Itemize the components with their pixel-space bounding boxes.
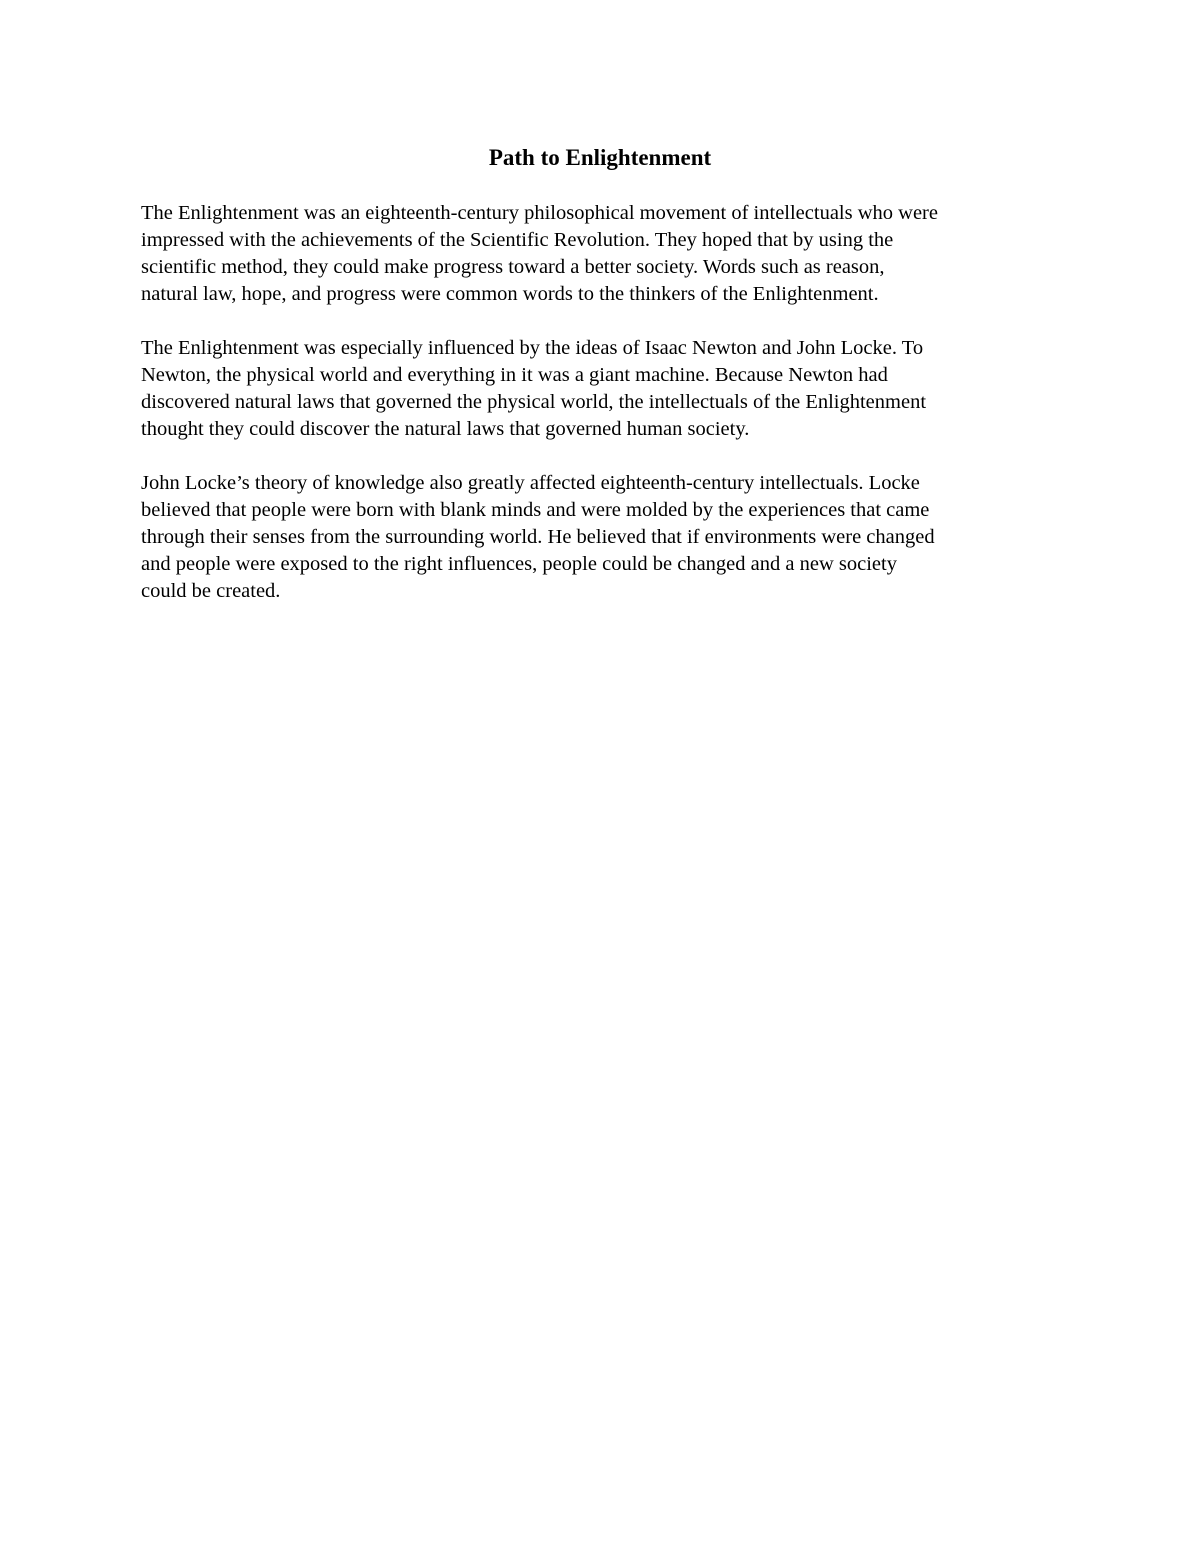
paragraph-line: thought they could discover the natural laws that governed human society. — [141, 418, 750, 440]
paragraph-2 — [141, 335, 1066, 443]
paragraph-line: scientific method, they could make progress toward a better society. Words such as reason, — [141, 256, 885, 278]
paragraph-line: John Locke’s theory of knowledge also greatly affected eighteenth-century intellectuals. Locke — [141, 472, 920, 494]
paragraph-line: The Enlightenment was an eighteenth-century philosophical movement of intellectuals who were — [141, 202, 938, 224]
paragraph-line: believed that people were born with blank minds and were molded by the experiences that came — [141, 499, 930, 521]
paragraph-line: impressed with the achievements of the Scientific Revolution. They hoped that by using the — [141, 229, 894, 251]
paragraph-1 — [141, 200, 1066, 308]
paragraph-line: and people were exposed to the right influences, people could be changed and a new society — [141, 553, 897, 575]
document-title: Path to Enlightenment — [488, 145, 712, 170]
paragraph-line: natural law, hope, and progress were common words to the thinkers of the Enlightenment. — [141, 283, 879, 305]
document-body — [141, 200, 1066, 632]
paragraph-line: could be created. — [141, 580, 281, 602]
paragraph-line: The Enlightenment was especially influenced by the ideas of Isaac Newton and John Locke. To — [141, 337, 924, 359]
paragraph-3 — [141, 470, 1066, 605]
paragraph-line: Newton, the physical world and everything in it was a giant machine. Because Newton had — [141, 364, 888, 386]
paragraph-line: discovered natural laws that governed the physical world, the intellectuals of the Enlightenment — [141, 391, 927, 413]
paragraph-line: through their senses from the surrounding world. He believed that if environments were changed — [141, 526, 935, 548]
